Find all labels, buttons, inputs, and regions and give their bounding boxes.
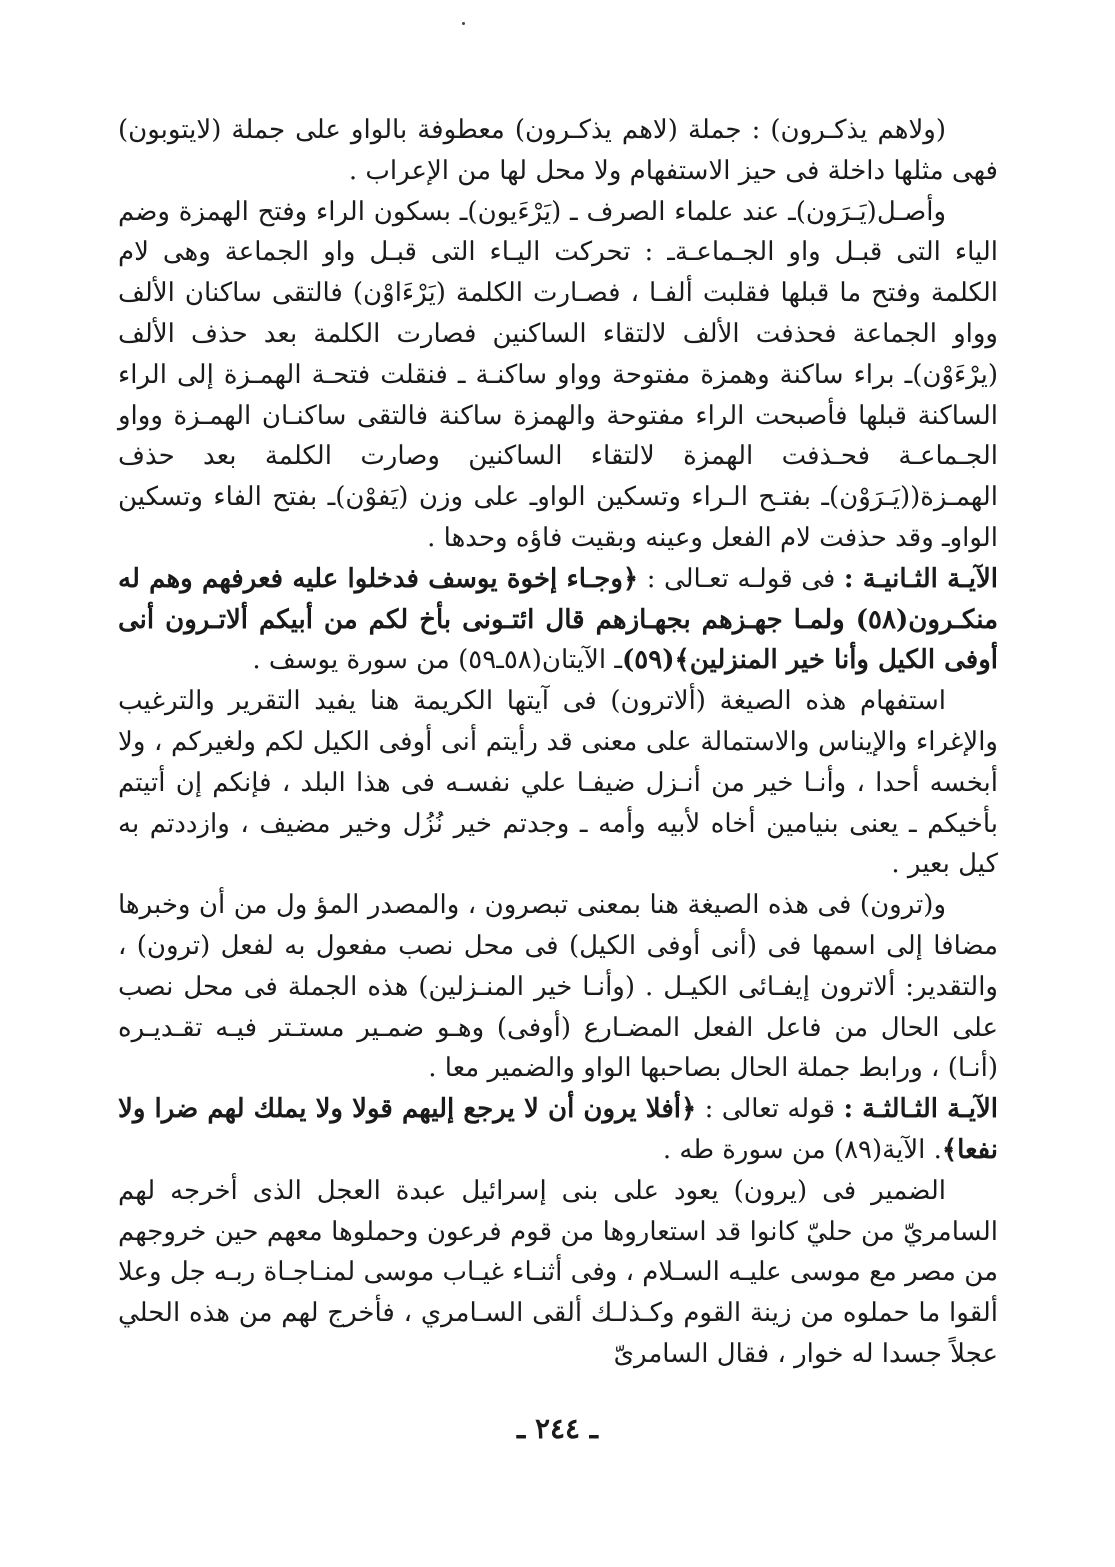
paragraph-7: الضمير فى (يرون) يعود على بنى إسرائيل عبدة العجل الذى أخرجه لهم السامريّ من حليّ كانوا قد استعاروها من قوم فرعون وحملوها معهم حين خروجهم من مصر مع موسى عليـه السـلام ، وفى أثنـاء غيـاب موسى لمنـاجـاة ربـه جل وعلا ألقوا ما حملوه من زينة القوم وكـذلـك ألقى السـامري ، فأخرج لهم من هذه الحلي عجلاً جسدا له خوار ، فقال السامرىّ [118,1175,998,1369]
paragraph-6 [118,1089,998,1171]
verse-heading-second: الآيـة الثـانيـة : [843,563,999,594]
verse-intro: فى قولـه تعـالى : [646,563,836,594]
scan-speck [462,22,465,25]
verse-heading-third: الآيـة الثـالثـة : [843,1094,999,1125]
paragraph-2: وأصـل(يَـرَون)ـ عند علماء الصرف ـ (يَرْءَيون)ـ بسكون الراء وفتح الهمزة وضم الياء التى قبـل واو الجـماعـةـ : تحركت اليـاء التى قبـل واو الجماعة وهى لام الكلمة وفتح ما قبلها فقلبت ألفـا ، فصـارت الكلمة (يَرْءَاوْن) فالتقى ساكنان الألف وواو الجماعة فحذفت الألف لالتقاء الساكنين فصارت الكلمة بعد حذف الألف (يرْءَوْن)ـ براء ساكنة وهمزة مفتوحة وواو ساكنـة ـ فنقلت فتحـة الهمـزة إلى الراء الساكنة قبلها فأصبحت الراء مفتوحة والهمزة ساكنة فالتقى ساكنـان الهمـزة وواو الجـماعـة فحـذفت الهمزة لالتقاء الساكنين وصارت الكلمة بعد حذف الهمـزة((يَـرَوْن)ـ بفتـح الـراء وتسكين الواوـ على وزن (يَفوْن)ـ بفتح الفاء وتسكين الواوـ وقد حذفت لام الفعل وعينه وبقيت فاؤه وحدها . [118,196,998,553]
quran-verse-taha: ﴿أفلا يرون أن لا يرجع إليهم قولا ولا يملك لهم ضرا ولا نفعا﴾ [118,1094,998,1165]
paragraph-5: و(ترون) فى هذه الصيغة هنا بمعنى تبصرون ، والمصدر المؤ ول من أن وخبرها مضافا إلى اسمها فى (أنى أوفى الكيل) فى محل نصب مفعول به لفعل (ترون) ، والتقدير: ألاترون إيفـائى الكيـل . (وأنـا خير المنـزلين) هذه الجملة فى محل نصب على الحال من فاعل الفعل المضـارع (أوفى) وهـو ضمـير مستـتر فيـه تقـديـره (أنـا) ، ورابط جملة الحال بصاحبها الواو والضمير معا . [118,890,998,1084]
quran-verse-yusuf: ﴿وجـاء إخوة يوسف فدخلوا عليه فعرفهم وهم له منكـرون(٥٨) ولمـا جهـزهم بجهـازهم قال ائتـونى بأخ لكم من أبيكم ألاتـرون أنى أوفى الكيل وأنا خير المنزلين﴾(٥٩) [118,563,998,676]
page-body [118,110,998,1375]
verse-intro: قوله تعالى : [704,1094,836,1125]
paragraph-1: (ولاهم يذكـرون) : جملة (لاهم يذكـرون) معطوفة بالواو على جملة (لايتوبون) فهى مثلها داخلة فى حيز الاستفهام ولا محل لها من الإعراب . [118,115,998,186]
verse-reference: ـ الآيتان(٥٨ـ٥٩) من سورة يوسف . [252,645,622,676]
paragraph-4: استفهام هذه الصيغة (ألاترون) فى آيتها الكريمة هنا يفيد التقرير والترغيب والإغراء والإيناس والاستمالة على معنى قد رأيتم أنى أوفى الكيل لكم ولغيركم ، ولا أبخسه أحدا ، وأنـا خير من أنـزل ضيفـا علي نفسـه فى هذا البلد ، فإنكم إن أتيتم بأخيكم ـ يعنى بنيامين أخاه لأبيه وأمه ـ وجدتم خير نُزُل وخير مضيف ، وازددتم به كيل بعير . [118,686,998,880]
paragraph-3 [118,559,998,681]
verse-reference: . الآية(٨٩) من سورة طه . [662,1134,942,1165]
page-number: ـ ٢٤٤ ـ [516,1412,599,1445]
